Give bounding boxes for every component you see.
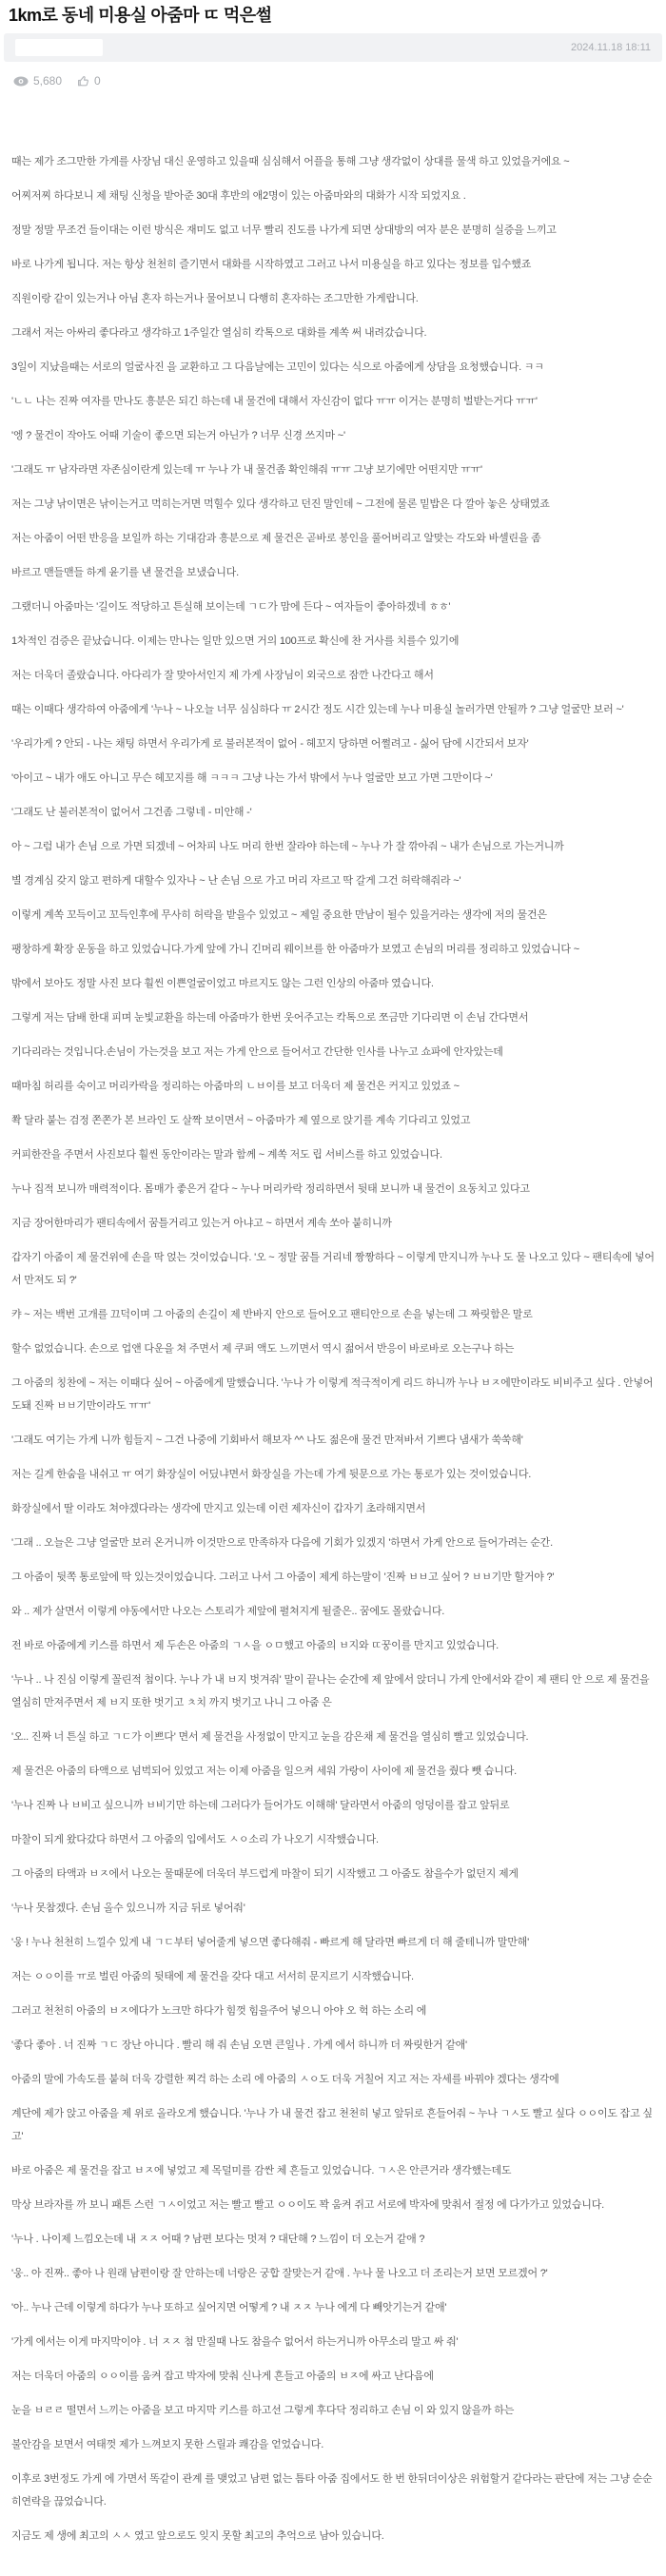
body-paragraph: '그래도 여기는 가게 니까 힘들지 ~ 그건 나중에 기회바서 해보자 ^^ 나도 젊은애 물건 만져바서 기쁘다 냄새가 쑥쑥해' [11, 1434, 523, 1446]
body-paragraph: 할수 없었습니다. 손으로 업앤 다운을 쳐 주면서 제 쿠퍼 액도 느끼면서 역시 젊어서 반응이 바로바로 오는구나 하는 [11, 1343, 515, 1355]
body-paragraph: '좋다 좋아 . 너 진짜 ㄱㄷ 장난 아니다 . 빨리 해 줘 손님 오면 큰일나 . 가게 에서 하니까 더 짜릿한거 같애' [11, 2039, 467, 2051]
body-paragraph: '그래 .. 오늘은 그냥 얼굴만 보러 온거니까 이것만으로 만족하자 다음에 기회가 있겠지 '하면서 가게 안으로 들어가려는 순간. [11, 1537, 553, 1549]
body-paragraph: 1차적인 검증은 끝났습니다. 이제는 만나는 일만 있으면 거의 100프로 확신에 찬 거사를 치를수 있기에 [11, 635, 460, 647]
eye-icon [13, 76, 29, 87]
body-paragraph: 캬 ~ 저는 백번 고개를 끄덕이며 그 아줌의 손길이 제 반바지 안으로 들어오고 팬티안으로 손을 넣는데 그 짜릿함은 말로 [11, 1309, 533, 1320]
body-paragraph: 때는 제가 조그만한 가게를 사장님 대신 운영하고 있을때 심심해서 어플을 통해 그냥 생각없이 상대를 물색 하고 있었을거에요 ~ [11, 156, 570, 167]
body-paragraph: '누나 진짜 나 ㅂ비고 싶으니까 ㅂ비기만 하는데 그러다가 들어가도 이해해' 달라면서 아줌의 엉덩이를 잡고 앞뒤로 [11, 1800, 510, 1811]
body-paragraph: 제 물건은 아줌의 타액으로 넘벅되어 있었고 저는 이제 아줌을 일으켜 세워 가랑이 사이에 제 물건을 줬다 뺏 습니다. [11, 1766, 518, 1777]
body-paragraph: 바로 아줌은 제 물건을 잡고 ㅂㅈ에 넣었고 제 목덜미를 감싼 체 흔들고 있었습니다. ㄱㅅ은 안큰거라 생각했는데도 [11, 2165, 512, 2176]
body-paragraph: 저는 더욱더 졸랐습니다. 아다리가 잘 맞아서인지 제 가게 사장님이 외국으로 잠깐 나간다고 해서 [11, 670, 434, 681]
body-paragraph: 그 아줌의 타액과 ㅂㅈ에서 나오는 물때문에 더욱더 부드럽게 마찰이 되기 시작했고 그 아줌도 참을수가 없던지 제게 [11, 1868, 519, 1880]
body-paragraph: '웅.. 아 진짜.. 좋아 나 원래 남편이랑 잘 안하는데 너랑은 궁합 잘맞는거 같애 . 누나 물 나오고 더 조리는거 보면 모르겠어 ?' [11, 2268, 548, 2279]
body-paragraph: 쫙 달라 붙는 검정 쫀쫀가 본 브라인 도 살짝 보이면서 ~ 아줌마가 제 옆으로 앉기를 계속 기다리고 있었고 [11, 1115, 471, 1126]
body-paragraph: 팽창하게 확장 운동을 하고 있었습니다.가게 앞에 가니 긴머리 웨이브를 한 아줌마가 보였고 손님의 머리를 정리하고 있었습니다 ~ [11, 944, 579, 955]
body-paragraph: 화장실에서 딸 이라도 쳐야겠다라는 생각에 만지고 있는데 이런 제자신이 갑자기 초라해지면서 [11, 1503, 426, 1514]
body-paragraph: 이렇게 계쏙 꼬득이고 꼬득인후에 무사히 허락을 받을수 있었고 ~ 제일 중요한 만남이 될수 있을거라는 생각에 저의 물건은 [11, 909, 547, 921]
body-paragraph: '누나 . 나이제 느낌오는데 내 ㅈㅈ 어때 ? 남편 보다는 멋져 ? 대단해 ? 느낌이 더 오는거 같애 ? [11, 2234, 425, 2245]
body-paragraph: 기다리라는 것입니다.손님이 가는것을 보고 저는 가게 안으로 들어서고 간단한 인사를 나누고 쇼파에 안자았는데 [11, 1046, 503, 1058]
body-paragraph: '그래도 ㅠ 남자라면 자존심이란게 있는데 ㅠ 누나 가 내 물건좀 확인해줘 ㅠㅠ 그냥 보기에만 어떤지만 ㅠㅠ' [11, 464, 482, 476]
body-paragraph: 저는 더욱더 아줌의 ㅇㅇ이를 움켜 잡고 박자에 맞춰 신나게 흔들고 아줌의 ㅂㅈ에 싸고 난다음에 [11, 2371, 434, 2382]
body-paragraph: 때는 이때다 생각하여 아줌에게 '누나 ~ 나오늘 너무 심심하다 ㅠ 2시간 정도 시간 있는데 누나 미용실 놀러가면 안될까 ? 그냥 얼굴만 보러 ~' [11, 704, 624, 715]
body-paragraph: 그래서 저는 아싸리 좋다라고 생각하고 1주일간 열심히 칵톡으로 대화를 계쏙 써 내려갔습니다. [11, 327, 427, 339]
post-title: 1km로 동네 미용실 아줌마 ㄸ 먹은썰 [9, 6, 272, 25]
post-date: 2024.11.18 18:11 [570, 42, 651, 53]
body-paragraph: 누나 집적 보니까 매력적이다. 몸매가 좋은거 같다 ~ 누나 머리카락 정리하면서 뒷태 보니까 내 물건이 요동치고 있다고 [11, 1183, 530, 1195]
body-paragraph: 저는 그냥 낚이면은 낚이는거고 먹히는거면 먹힐수 있다 생각하고 던진 말인데 ~ 그전에 물론 밑밥은 다 깔아 놓은 상태였죠 [11, 498, 550, 510]
body-paragraph: 갑자기 아줌이 제 물건위에 손을 딱 얹는 것이었습니다. '오 ~ 정말 꿈틀 거리네 짱짱하다 ~ 이렇게 만지니까 누나 도 물 나오고 있다 ~ 팬티속에 넣어서 만져도 되 ?' [11, 1252, 655, 1286]
body-paragraph: '아이고 ~ 내가 애도 아니고 무슨 헤꼬지를 해 ㅋㅋㅋ 그냥 나는 가서 밖에서 누나 얼굴만 보고 가면 그만이다 ~' [11, 772, 493, 784]
body-paragraph: 전 바로 아줌에게 키스를 하면서 제 두손은 아줌의 ㄱㅅ을 ㅇㅁ했고 아줌의 ㅂ지와 ㄸ꿍이를 만지고 있었습니다. [11, 1640, 500, 1651]
body-paragraph: 불안감을 보면서 여태껏 제가 느껴보지 못한 스릴과 쾌감을 얻었습니다. [11, 2439, 324, 2450]
body-paragraph: 아 ~ 그럼 내가 손님 으로 가면 되겠네 ~ 어차피 나도 머리 한번 잘라야 하는데 ~ 누나 가 잘 깎아줘 ~ 내가 손님으로 가는거니까 [11, 841, 564, 852]
body-paragraph: 저는 아줌이 어떤 반응을 보일까 하는 기대감과 흥분으로 제 물건은 곧바로 봉인을 풀어버리고 알맞는 각도와 바셀린을 좀 [11, 533, 541, 544]
body-paragraph: 계단에 제가 앉고 아줌을 제 위로 올라오게 했습니다. '누나 가 내 물건 잡고 천천히 넣고 앞뒤로 흔들어줘 ~ 누나 ㄱㅅ도 빨고 싶다 ㅇㅇ이도 잡고 싶고' [11, 2108, 653, 2142]
body-paragraph: '웅 ! 누나 천천히 느낄수 있게 내 ㄱㄷ부터 넣어줄게 넣으면 좋다해줘 - 빠르게 해 달라면 빠르게 더 해 줄테니까 말만해' [11, 1937, 529, 1948]
body-paragraph: '누나 .. 나 진심 이렇게 꼴린적 첨이다. 누나 가 내 ㅂ지 벗겨줘' 말이 끝나는 순간에 제 앞에서 앉더니 가게 안에서와 같이 제 팬티 안 으로 제 물건을 열심히 만져주면서 제 ㅂ지 또한 벗기고 ㅊ치 까지 벗기고 나니 그 아줌 은 [11, 1674, 650, 1708]
body-paragraph: 그 아줌이 뒷쪽 통로앞에 딱 있는것이었습니다. 그러고 나서 그 아줌이 제게 하는말이 '진짜 ㅂㅂ고 싶어 ? ㅂㅂ기만 할거야 ?' [11, 1571, 555, 1583]
post-body [0, 88, 666, 2576]
body-paragraph: 저는 ㅇㅇ이를 ㅠ로 벌린 아줌의 뒷태에 제 물건을 갖다 대고 서서히 문지르기 시작했습니다. [11, 1971, 414, 1982]
body-paragraph: '누나 못참겠다. 손님 올수 있으니까 지금 뒤로 넣어줘' [11, 1903, 245, 1914]
body-paragraph: 저는 길게 한숨을 내쉬고 ㅠ 여기 화장실이 어딨냐면서 화장실을 가는데 가게 뒷문으로 가는 통로가 있는 것이었습니다. [11, 1469, 532, 1480]
body-paragraph: 이후로 3번정도 가게 에 가면서 똑같이 관계 를 맺었고 남편 없는 틈타 아줌 집에서도 한 번 한뒤더이상은 위험할거 같다라는 판단에 저는 그냥 순순히연락을 끊었습니다. [11, 2473, 653, 2508]
body-paragraph: 막상 브라자를 까 보니 패튼 스런 ㄱㅅ이었고 저는 빨고 빨고 ㅇㅇ이도 꽉 움켜 쥐고 서로에 박자에 맞춰서 절정 에 다가가고 있었습니다. [11, 2199, 604, 2211]
body-paragraph: 바르고 맨들맨들 하게 윤기를 낸 물건을 보냈습니다. [11, 567, 239, 578]
body-paragraph: 'ㄴㄴ 나는 진짜 여자를 만나도 흥분은 되긴 하는데 내 물건에 대해서 자신감이 없다 ㅠㅠ 이거는 분명히 벌받는거다 ㅠㅠ' [11, 396, 538, 407]
body-paragraph: 지금 장어한마리가 팬티속에서 꿈틀거리고 있는거 아냐고 ~ 하면서 계속 쏘아 붙히니까 [11, 1218, 392, 1229]
body-paragraph: 와 .. 제가 살면서 이렇게 야동에서만 나오는 스토리가 제앞에 펼쳐지게 될줄은.. 꿈에도 몰랐습니다. [11, 1606, 445, 1617]
thumbs-up-icon[interactable] [77, 75, 89, 88]
body-paragraph: '오.. 진짜 너 튼실 하고 ㄱㄷ가 이쁘다' 면서 제 물건을 사정없이 만지고 눈을 감은채 제 물건을 열심히 빨고 있었습니다. [11, 1731, 529, 1743]
body-paragraph: 정말 정말 무조건 들이대는 이런 방식은 재미도 없고 너무 빨리 진도를 나가게 되면 상대방의 여자 분은 분명히 실증을 느끼고 [11, 224, 557, 236]
body-paragraph: 밖에서 보아도 정말 사진 보다 훨씬 이쁜얼굴이었고 마르지도 않는 그런 인상의 아줌마 였습니다. [11, 978, 434, 989]
body-paragraph: 눈을 ㅂㄹㄹ 떨면서 느끼는 아줌을 보고 마지막 키스를 하고선 그렇게 후다닥 정리하고 손님 이 와 있지 않을까 하는 [11, 2405, 515, 2416]
author-name-blurred [15, 39, 103, 56]
body-paragraph: 어찌저찌 하다보니 제 채팅 신청을 받아준 30대 후반의 애2명이 있는 아줌마와의 대화가 시작 되었지요 . [11, 190, 466, 202]
post-meta-bar [4, 33, 662, 62]
body-paragraph: 그러고 천천히 아줌의 ㅂㅈ에다가 노크만 하다가 힘껏 힘을주어 넣으니 아야 오 헉 하는 소리 에 [11, 2005, 427, 2017]
body-paragraph: 그렇게 저는 담배 한대 피며 눈빛교환을 하는데 아줌마가 한번 웃어주고는 칵톡으로 쪼금만 기다리면 이 손님 간다면서 [11, 1012, 529, 1024]
body-paragraph: 직원이랑 같이 있는거나 아님 혼자 하는거나 물어보니 다행히 혼자하는 조그만한 가게랍니다. [11, 293, 419, 304]
post-stats [13, 74, 666, 88]
post-page [0, 5, 666, 2576]
body-paragraph: 마찰이 되게 왔다갔다 하면서 그 아줌의 입에서도 ㅅㅇ소리 가 나오기 시작했습니다. [11, 1834, 379, 1845]
likes-count: 0 [94, 74, 101, 88]
body-paragraph: '가게 에서는 이게 마지막이야 . 너 ㅈㅈ 첨 만질때 나도 참을수 없어서 하는거니까 아무소리 말고 싸 줘' [11, 2336, 459, 2348]
body-paragraph: '아.. 누나 근데 이렇게 하다가 누나 또하고 싶어지면 어떻게 ? 내 ㅈㅈ 누나 에게 다 빼앗기는거 같애' [11, 2302, 447, 2313]
body-paragraph: 그 아줌의 칭찬에 ~ 저는 이때다 싶어 ~ 아줌에게 말했습니다. '누나 가 이렇게 적극적이게 리드 하니까 누나 ㅂㅈ에만이라도 비비주고 싶다 . 안넣어도돼 진짜 ㅂㅂ기만이라도 ㅠㅠ' [11, 1377, 654, 1412]
views-count: 5,680 [33, 74, 63, 88]
likes-stat[interactable] [77, 74, 101, 88]
body-paragraph: 아줌의 말에 가속도를 붙혀 더욱 강렬한 찌걱 하는 소리 에 아줌의 ㅅㅇ도 더욱 거칠어 지고 저는 자세를 바꿔야 겠다는 생각에 [11, 2074, 559, 2085]
body-paragraph: 그랬더니 아줌마는 '길이도 적당하고 튼실해 보이는데 ㄱㄷ가 맘에 든다 ~ 여자들이 좋아하겠네 ㅎㅎ' [11, 601, 451, 613]
body-paragraph: 바로 나가게 됩니다. 저는 항상 천천히 즐기면서 대화를 시작하였고 그러고 나서 미용실을 하고 있다는 정보를 입수했죠 [11, 259, 532, 270]
body-paragraph: '그래도 난 불러본적이 없어서 그건좀 그렇네 - 미안해 -' [11, 807, 252, 818]
body-paragraph: 때마침 허리를 숙이고 머리카락을 정리하는 아줌마의 ㄴㅂ이를 보고 더욱더 제 물건은 커지고 있었죠 ~ [11, 1081, 460, 1092]
body-paragraph: 지금도 제 생에 최고의 ㅅㅅ 였고 앞으로도 잊지 못할 최고의 추억으로 남아 있습니다. [11, 2530, 384, 2542]
body-paragraph: '엥 ? 물건이 작아도 어때 기술이 좋으면 되는거 아닌가 ? 너무 신경 쓰지마 ~' [11, 430, 345, 441]
body-paragraph: 커피한잔을 주면서 사진보다 훨씬 동안이라는 말과 함께 ~ 계쏙 저도 립 서비스를 하고 있었습니다. [11, 1149, 442, 1161]
body-paragraph: 별 경계심 갖지 않고 편하게 대할수 있자나 ~ 난 손님 으로 가고 머리 자르고 딱 갈게 그건 허락해줘라 ~' [11, 875, 461, 887]
body-paragraph: '우리가게 ? 안되 - 나는 채팅 하면서 우리가게 로 불러본적이 없어 - 헤꼬지 당하면 어쩔려고 - 싫어 담에 시간되서 보자' [11, 738, 529, 750]
views-stat [13, 74, 62, 88]
body-paragraph: 3일이 지났을때는 서로의 얼굴사진 을 교환하고 그 다음날에는 고민이 있다는 식으로 아줌에게 상담을 요청했습니다. ㅋㅋ [11, 361, 544, 373]
